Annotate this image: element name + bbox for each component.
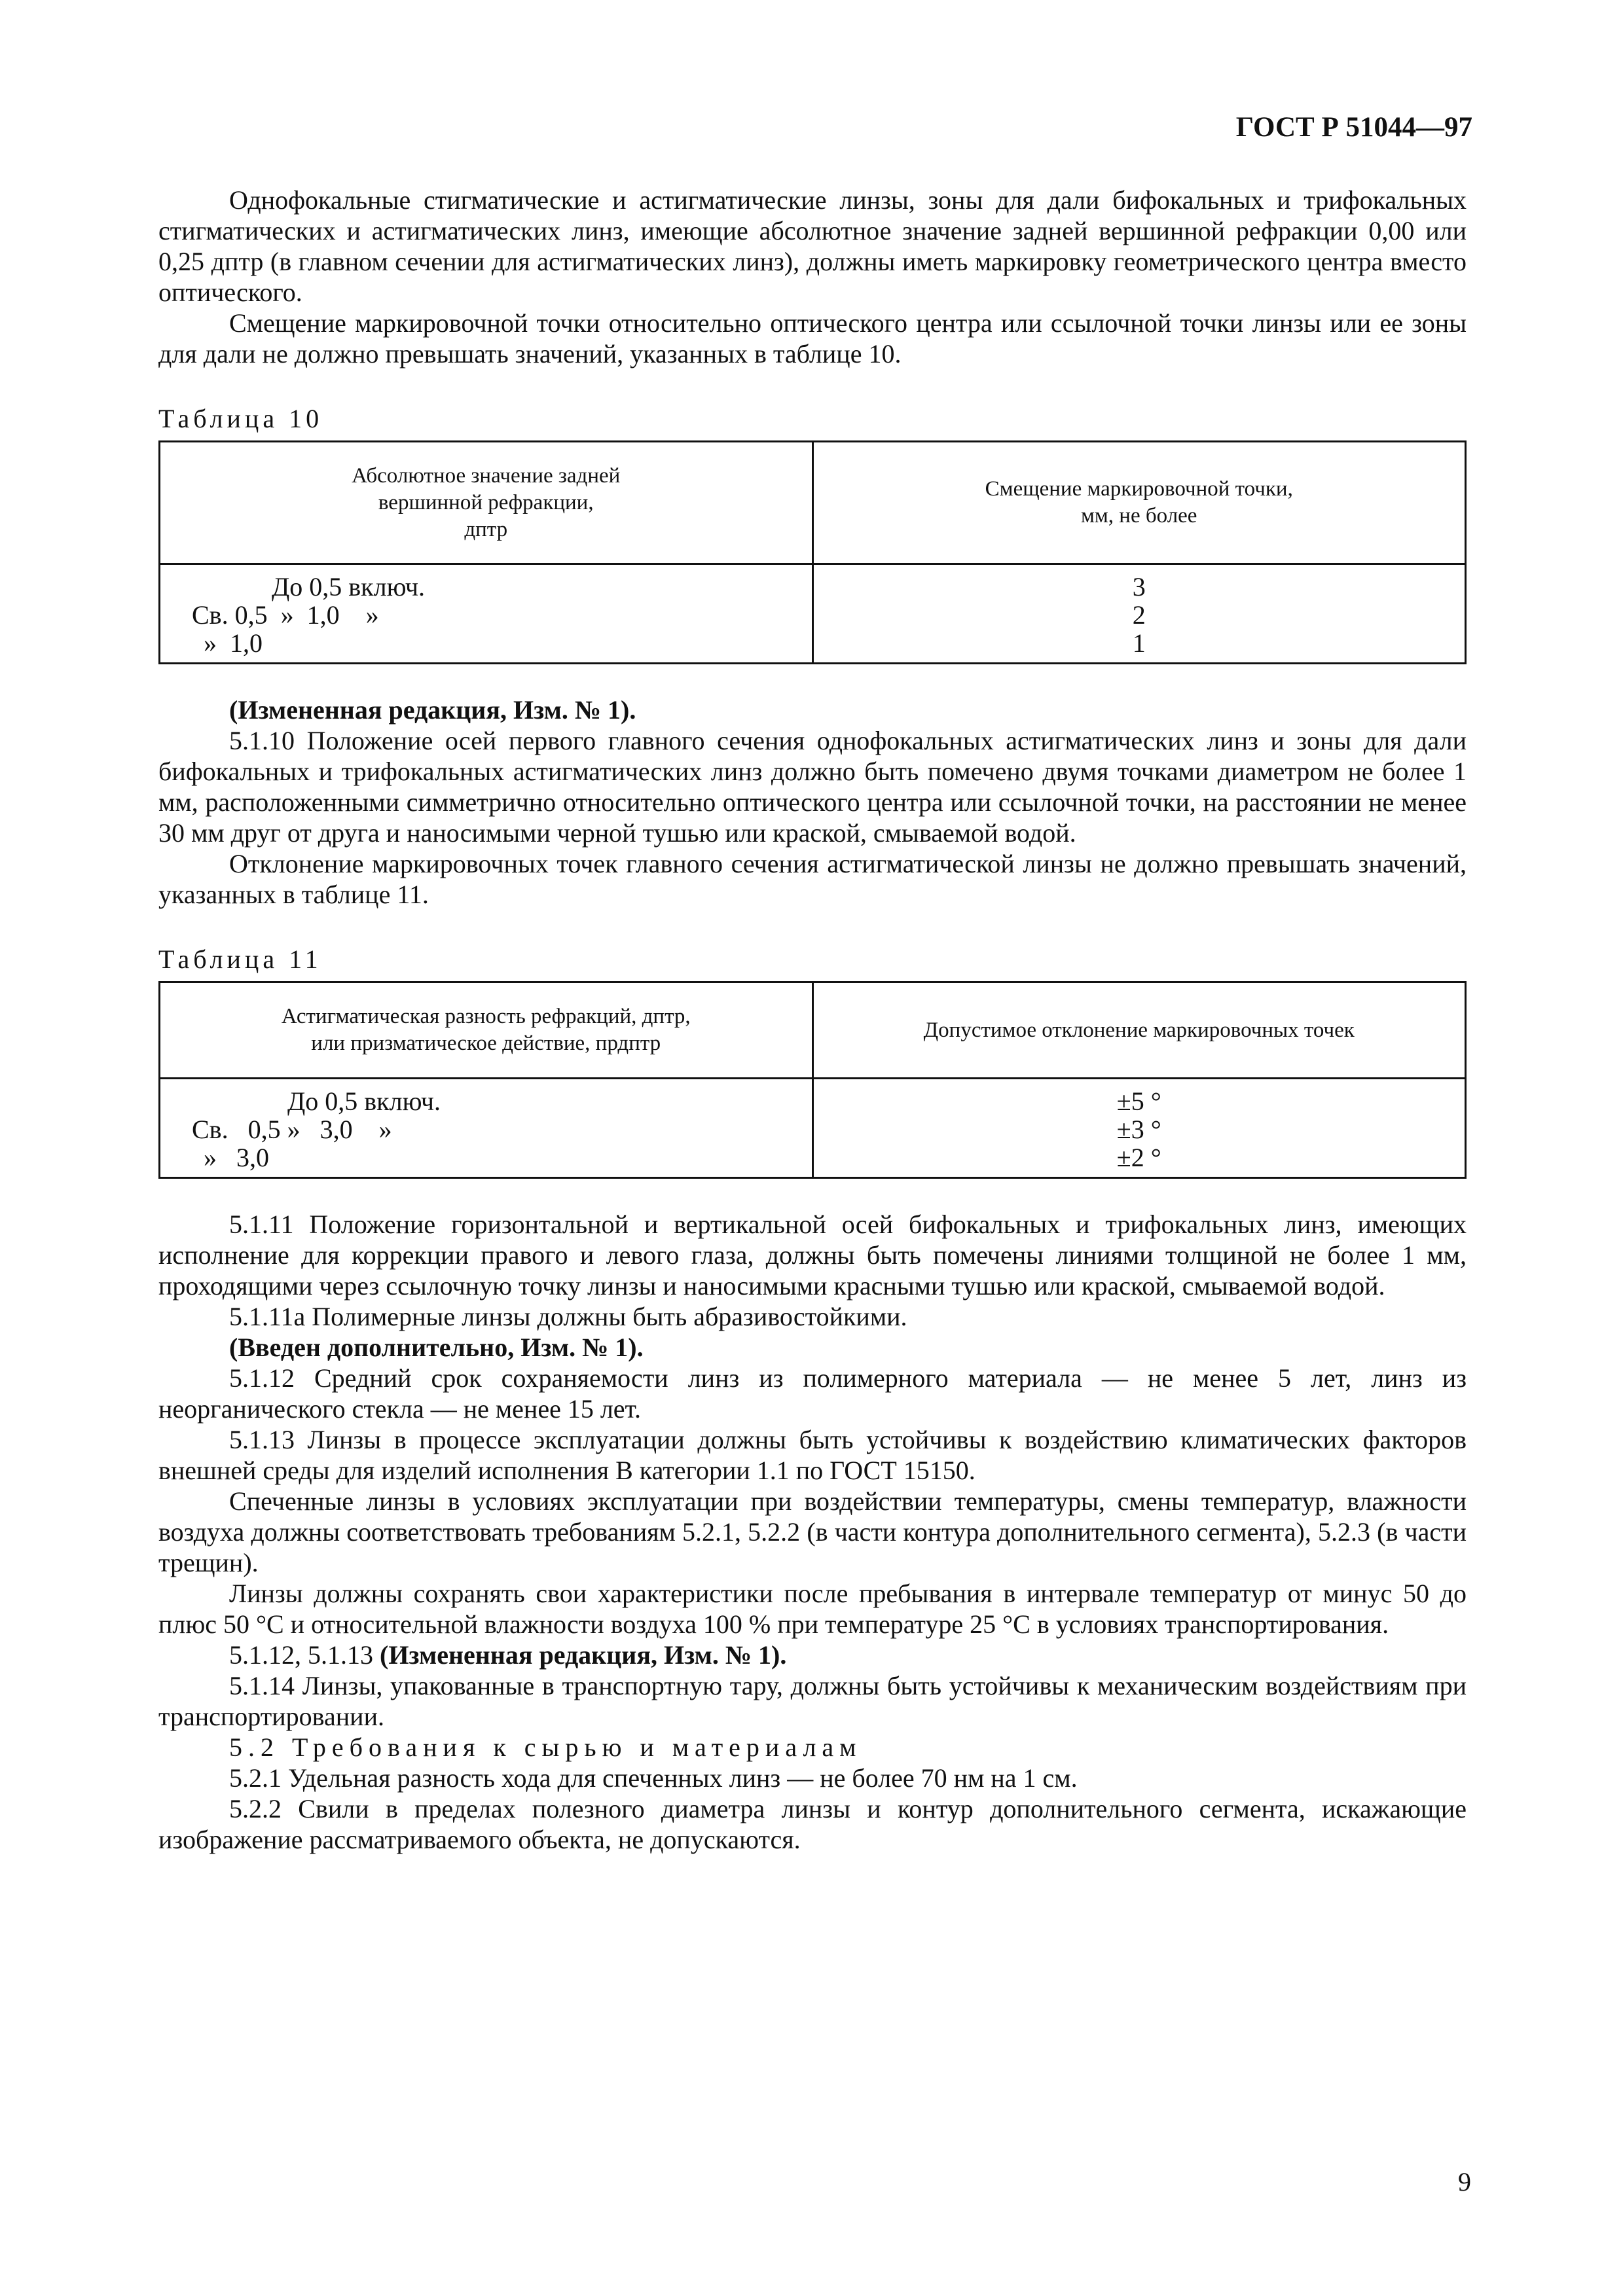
cell-line: 3 bbox=[1132, 572, 1146, 601]
paragraph: Однофокальные стигматические и астигматические линзы, зоны для дали бифокальных и трифокальных стигматических и астигматических линз, имеющие абсолютное значение задней вершинной рефракции 0,00 или 0,25 дптр (в главном сечении для астигматических линз), должны иметь маркировку геометрического центра вместо оптического. bbox=[158, 185, 1467, 307]
table-header-row bbox=[160, 442, 1466, 564]
table-header-cell bbox=[160, 982, 813, 1079]
table-10 bbox=[158, 440, 1467, 664]
table-header-row bbox=[160, 982, 1466, 1079]
cell-line: » 1,0 bbox=[204, 628, 263, 658]
cell-line: Св. 0,5 » 3,0 » bbox=[192, 1115, 392, 1144]
header-line: Астигматическая разность рефракций, дптр, bbox=[281, 1005, 691, 1028]
cell-line: » 3,0 bbox=[204, 1143, 269, 1172]
table-cell bbox=[812, 564, 1466, 664]
amendment-note bbox=[158, 1640, 1467, 1670]
table-cell bbox=[160, 1079, 813, 1178]
header-line: Абсолютное значение задней bbox=[352, 463, 621, 488]
cell-line: До 0,5 включ. bbox=[287, 1086, 441, 1116]
table-header-cell bbox=[812, 982, 1466, 1079]
cell-line: До 0,5 включ. bbox=[272, 572, 426, 601]
paragraph: Линзы должны сохранять свои характеристики после пребывания в интервале температур от минус 50 до плюс 50 °С и относительной влажности воздуха 100 % при температуре 25 °С в условиях транспортирования. bbox=[158, 1579, 1467, 1639]
page-content bbox=[158, 185, 1467, 1855]
table-cell bbox=[160, 564, 813, 664]
header-line: Допустимое отклонение маркировочных точек bbox=[923, 1018, 1355, 1042]
section-heading: 5.2 Требования к сырью и материалам bbox=[229, 1732, 862, 1762]
document-number: ГОСТ Р 51044—97 bbox=[1235, 112, 1472, 143]
paragraph: 5.1.13 Линзы в процессе эксплуатации должны быть устойчивы к воздействию климатических факторов внешней среды для изделий исполнения В категории 1.1 по ГОСТ 15150. bbox=[158, 1425, 1467, 1485]
header-line: Смещение маркировочной точки, bbox=[985, 477, 1293, 501]
paragraph: 5.2.1 Удельная разность хода для спеченных линз — не более 70 нм на 1 см. bbox=[229, 1763, 1078, 1793]
cell-line: 2 bbox=[1132, 600, 1146, 630]
paragraph: 5.1.10 Положение осей первого главного сечения однофокальных астигматических линз и зоны для дали бифокальных и трифокальных астигматических линз должно быть помечено двумя точками диаметром не более 1 мм, расположенными симметрично относительно оптического центра или ссылочной точки, на расстоянии не менее 30 мм друг от друга и наносимыми черной тушью или краской, смываемой водой. bbox=[158, 726, 1467, 848]
paragraph: 5.1.11а Полимерные линзы должны быть абразивостойкими. bbox=[229, 1302, 907, 1331]
paragraph: Отклонение маркировочных точек главного сечения астигматической линзы не должно превышать значений, указанных в таблице 11. bbox=[158, 849, 1467, 909]
cell-line: ±5 ° bbox=[1116, 1086, 1161, 1116]
amendment-clauses: 5.1.12, 5.1.13 bbox=[229, 1640, 380, 1670]
table-row bbox=[160, 564, 1466, 664]
cell-line: 1 bbox=[1132, 628, 1146, 658]
table-cell bbox=[812, 1079, 1466, 1178]
amendment-label: (Измененная редакция, Изм. № 1). bbox=[380, 1640, 787, 1670]
header-line: дптр bbox=[464, 517, 508, 541]
paragraph: 5.1.12 Средний срок сохраняемости линз из полимерного материала — не менее 5 лет, линз из неорганического стекла — не менее 15 лет. bbox=[158, 1363, 1467, 1424]
table-header-cell bbox=[160, 442, 813, 564]
cell-line: ±2 ° bbox=[1116, 1143, 1161, 1172]
page-number: 9 bbox=[1458, 2167, 1471, 2197]
table-10-caption: Таблица 10 bbox=[158, 404, 323, 433]
amendment-note: (Измененная редакция, Изм. № 1). bbox=[229, 695, 636, 725]
header-line: или призматическое действие, прдптр bbox=[311, 1031, 661, 1055]
paragraph: 5.1.14 Линзы, упакованные в транспортную тару, должны быть устойчивы к механическим воздействиям при транспортировании. bbox=[158, 1671, 1467, 1731]
cell-line: ±3 ° bbox=[1116, 1115, 1161, 1144]
header-line: мм, не более bbox=[1081, 504, 1197, 528]
table-row bbox=[160, 1079, 1466, 1178]
cell-line: Св. 0,5 » 1,0 » bbox=[192, 600, 379, 630]
header-line: вершинной рефракции, bbox=[378, 490, 594, 514]
table-header-cell bbox=[812, 442, 1466, 564]
table-11 bbox=[158, 981, 1467, 1179]
table-11-caption: Таблица 11 bbox=[158, 944, 322, 974]
paragraph: 5.1.11 Положение горизонтальной и вертикальной осей бифокальных и трифокальных линз, имеющих исполнение для коррекции правого и левого глаза, должны быть помечены линиями толщиной не более 1 мм, проходящими через ссылочную точку линзы и наносимыми красными тушью или краской, смываемой водой. bbox=[158, 1210, 1467, 1300]
paragraph: Смещение маркировочной точки относительно оптического центра или ссылочной точки линзы или ее зоны для дали не должно превышать значений, указанных в таблице 10. bbox=[158, 308, 1467, 368]
paragraph: 5.2.2 Свили в пределах полезного диаметра линзы и контур дополнительного сегмента, искажающие изображение рассматриваемого объекта, не допускаются. bbox=[158, 1794, 1467, 1854]
amendment-note: (Введен дополнительно, Изм. № 1). bbox=[229, 1333, 644, 1362]
paragraph: Спеченные линзы в условиях эксплуатации при воздействии температуры, смены температур, влажности воздуха должны соответствовать требованиям 5.2.1, 5.2.2 (в части контура дополнительного сегмента), 5.2.3 (в части трещин). bbox=[158, 1486, 1467, 1577]
